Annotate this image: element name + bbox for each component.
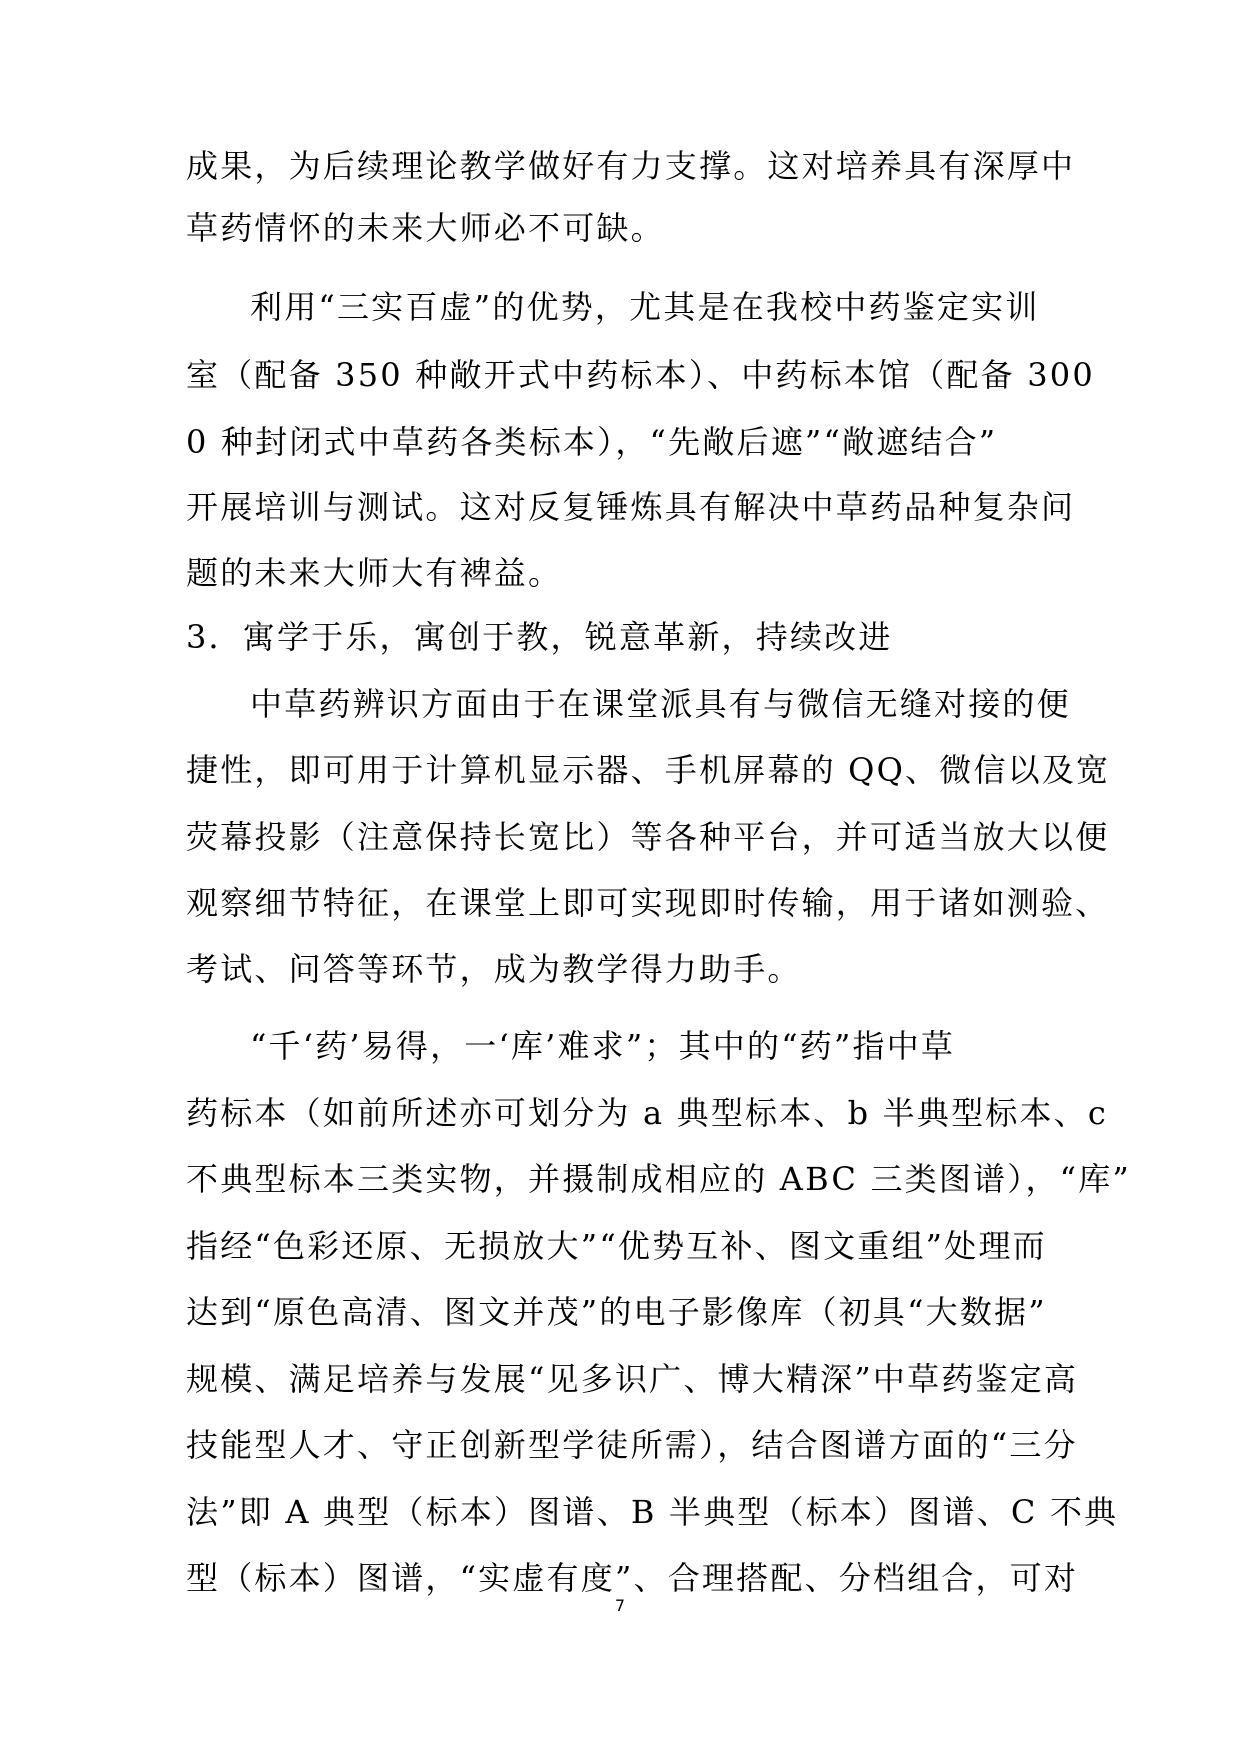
section-heading: 3．寓学于乐，寓创于教，锐意革新，持续改进 — [186, 618, 893, 656]
paragraph-4-line-9: 型（标本）图谱，“实虚有度”、合理搭配、分档组合，可对 — [186, 1559, 1079, 1597]
paragraph-3-line-2: 捷性，即可用于计算机显示器、手机屏幕的 QQ、微信以及宽 — [186, 751, 1111, 789]
paragraph-1-line-1: 成果，为后续理论教学做好有力支撑。这对培养具有深厚中 — [186, 147, 1076, 185]
paragraph-4-line-8: 法”即 A 典型（标本）图谱、B 半典型（标本）图谱、C 不典 — [186, 1493, 1119, 1531]
paragraph-2-line-5: 题的未来大师大有裨益。 — [186, 554, 563, 592]
paragraph-1-line-2: 草药情怀的未来大师必不可缺。 — [186, 209, 665, 247]
paragraph-3-line-5: 考试、问答等环节，成为教学得力助手。 — [186, 950, 802, 988]
paragraph-3-line-1: 中草药辨识方面由于在课堂派具有与微信无缝对接的便 — [250, 685, 1071, 723]
paragraph-4-line-1: “千‘药’易得，一‘库’难求”；其中的“药”指中草 — [250, 1027, 956, 1065]
paragraph-4-line-7: 技能型人才、守正创新型学徒所需），结合图谱方面的“三分 — [186, 1426, 1078, 1464]
paragraph-2-line-1: 利用“三实百虚”的优势，尤其是在我校中药鉴定实训 — [250, 288, 1040, 326]
paragraph-4-line-2: 药标本（如前所述亦可划分为 a 典型标本、b 半典型标本、c — [186, 1094, 1109, 1132]
paragraph-3-line-3: 荧幕投影（注意保持长宽比）等各种平台，并可适当放大以便 — [186, 818, 1110, 856]
page-number: 7 — [614, 1596, 626, 1615]
paragraph-2-line-4: 开展培训与测试。这对反复锤炼具有解决中草药品种复杂问 — [186, 488, 1076, 526]
paragraph-4-line-6: 规模、满足培养与发展“见多识广、博大精深”中草药鉴定高 — [186, 1360, 1079, 1398]
paragraph-4-line-4: 指经“色彩还原、无损放大”“优势互补、图文重组”处理而 — [186, 1227, 1047, 1265]
paragraph-2-line-3: 0 种封闭式中草药各类标本），“先敞后遮”“敞遮结合” — [186, 423, 998, 461]
paragraph-3-line-4: 观察细节特征，在课堂上即可实现即时传输，用于诸如测验、 — [186, 884, 1110, 922]
paragraph-4-line-5: 达到“原色高清、图文并茂”的电子影像库（初具“大数据” — [186, 1293, 1047, 1331]
paragraph-2-line-2: 室（配备 350 种敞开式中药标本）、中药标本馆（配备 300 — [186, 356, 1095, 394]
paragraph-4-line-3: 不典型标本三类实物，并摄制成相应的 ABC 三类图谱），“库” — [186, 1160, 1131, 1198]
